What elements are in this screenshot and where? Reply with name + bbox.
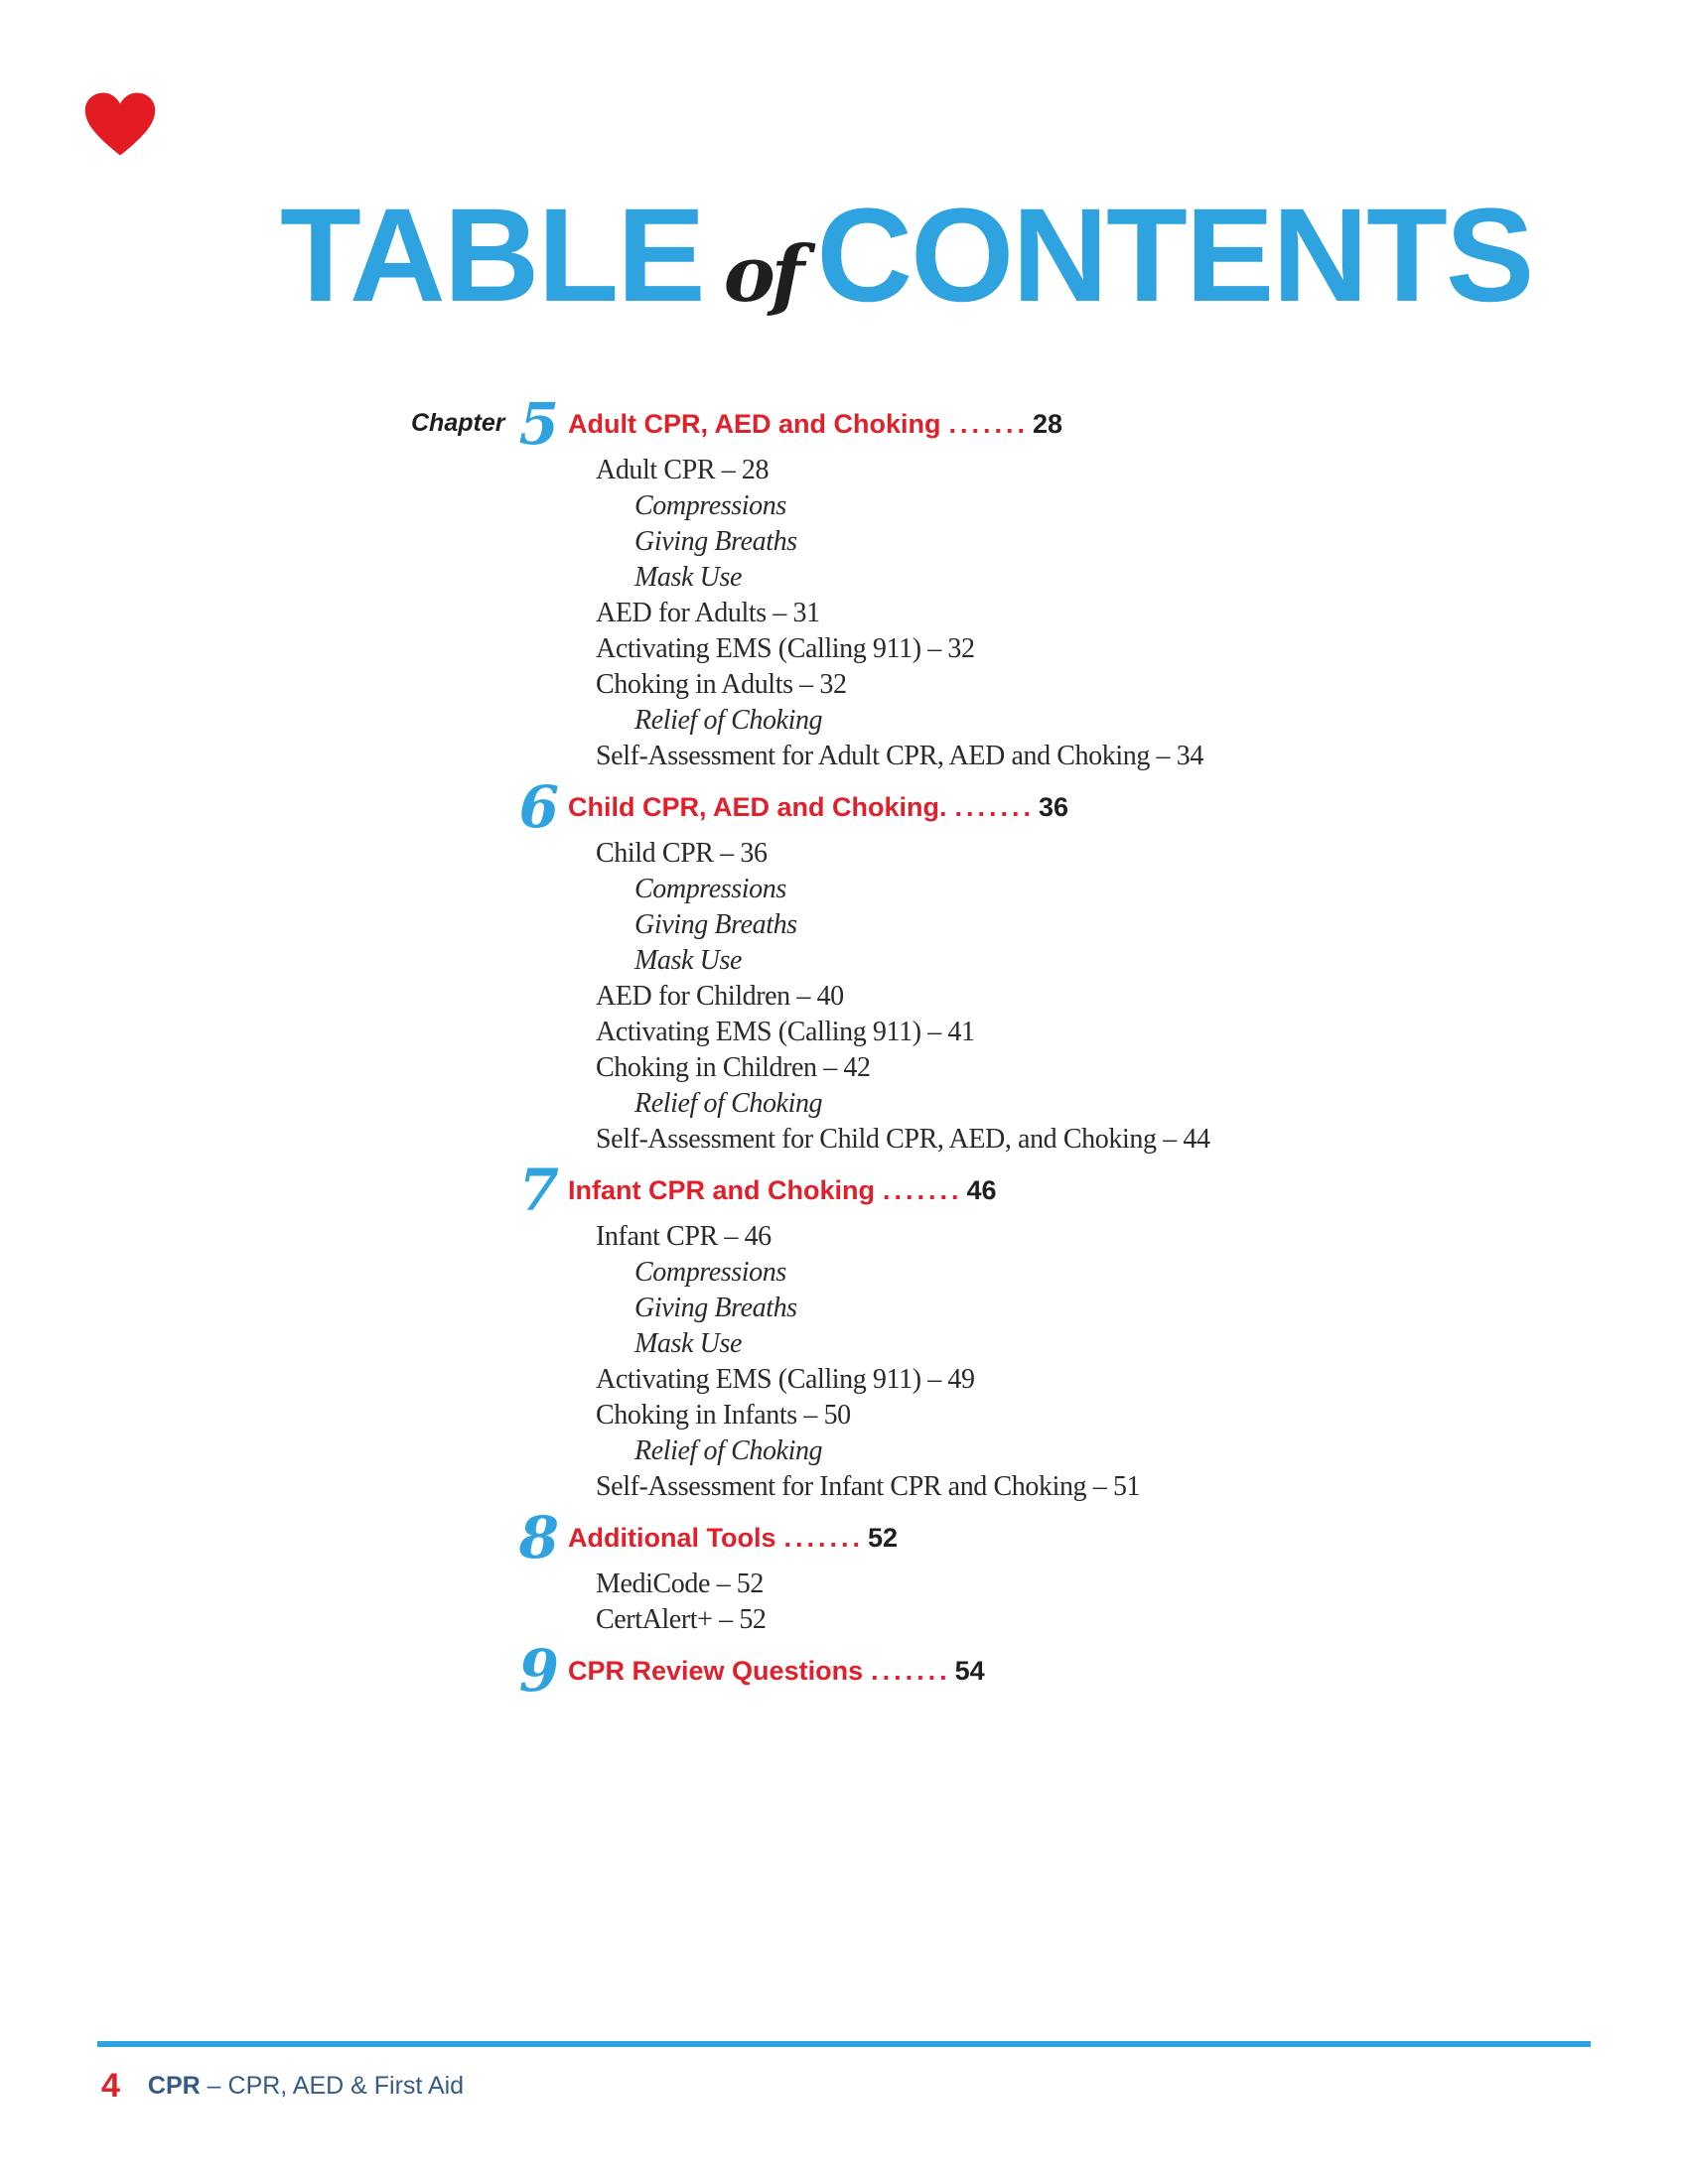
page-title	[280, 177, 1532, 354]
title-word-table: TABLE	[280, 182, 704, 330]
table-of-contents	[397, 390, 1390, 1705]
toc-subsection-item[interactable]: Relief of Choking	[634, 705, 823, 736]
footer-divider	[97, 2041, 1591, 2047]
chapter-heading-link[interactable]	[568, 1509, 1390, 1567]
chapter-section-list	[568, 836, 1390, 1158]
toc-section-item[interactable]: Activating EMS (Calling 911) – 41	[596, 1017, 975, 1047]
toc-chapter-9	[397, 1637, 1390, 1705]
toc-subsection-item[interactable]: Mask Use	[634, 945, 742, 976]
toc-section-item[interactable]: Adult CPR – 28	[596, 455, 770, 485]
toc-subsection-item[interactable]: Mask Use	[634, 562, 742, 593]
chapter-page-number: 46	[966, 1175, 997, 1205]
footer-subtitle: – CPR, AED & First Aid	[200, 2072, 465, 2100]
dot-leader: .......	[948, 409, 1029, 439]
chapter-page-number: 28	[1033, 409, 1063, 439]
toc-subsection-item[interactable]: Mask Use	[634, 1328, 742, 1359]
toc-subsection-item[interactable]: Giving Breaths	[634, 1293, 797, 1323]
toc-subsection-item[interactable]: Relief of Choking	[634, 1088, 823, 1119]
toc-section-item[interactable]: AED for Adults – 31	[596, 598, 820, 628]
toc-subsection-item[interactable]: Compressions	[634, 490, 786, 521]
dot-leader: .......	[954, 792, 1036, 822]
chapter-section-list	[568, 1219, 1390, 1505]
footer-brand: CPR	[147, 2072, 201, 2100]
chapter-number: 7	[518, 1157, 559, 1224]
toc-section-item[interactable]: CertAlert+ – 52	[596, 1604, 767, 1635]
toc-chapter-6	[397, 773, 1390, 1158]
toc-section-item[interactable]: AED for Children – 40	[596, 981, 844, 1012]
chapter-section-list	[568, 1567, 1390, 1638]
chapter-title: Additional Tools	[568, 1523, 776, 1553]
toc-chapter-8	[397, 1504, 1390, 1638]
toc-section-item[interactable]: MediCode – 52	[596, 1569, 765, 1599]
dot-leader: .......	[882, 1175, 963, 1205]
toc-section-item[interactable]: Self-Assessment for Infant CPR and Choking – 51	[596, 1471, 1141, 1502]
page-footer	[101, 2067, 464, 2106]
heart-icon	[83, 91, 157, 157]
chapter-heading-link[interactable]	[568, 778, 1390, 836]
toc-section-item[interactable]: Activating EMS (Calling 911) – 32	[596, 633, 975, 664]
toc-section-item[interactable]: Child CPR – 36	[596, 838, 768, 869]
toc-section-item[interactable]: Self-Assessment for Child CPR, AED, and Choking – 44	[596, 1124, 1210, 1155]
dot-leader: .......	[871, 1656, 951, 1686]
toc-subsection-item[interactable]: Compressions	[634, 1257, 786, 1288]
chapter-title: Child CPR, AED and Choking.	[568, 792, 947, 822]
toc-chapter-5	[397, 390, 1390, 774]
dot-leader: .......	[783, 1523, 864, 1553]
chapter-label: Chapter	[411, 409, 505, 437]
chapter-number: 8	[518, 1504, 559, 1571]
toc-section-item[interactable]: Choking in Infants – 50	[596, 1400, 851, 1431]
toc-subsection-item[interactable]: Relief of Choking	[634, 1435, 823, 1466]
toc-section-item[interactable]: Self-Assessment for Adult CPR, AED and Choking – 34	[596, 741, 1203, 771]
title-word-contents: CONTENTS	[816, 182, 1533, 330]
chapter-number: 9	[518, 1637, 559, 1705]
chapter-page-number: 36	[1039, 792, 1069, 822]
chapter-number: 6	[518, 773, 559, 841]
toc-chapter-7	[397, 1157, 1390, 1505]
chapter-section-list	[568, 453, 1390, 774]
toc-section-item[interactable]: Choking in Children – 42	[596, 1052, 871, 1083]
chapter-heading-link[interactable]	[568, 1161, 1390, 1219]
toc-section-item[interactable]: Activating EMS (Calling 911) – 49	[596, 1364, 975, 1395]
footer-page-number: 4	[101, 2067, 120, 2105]
chapter-heading-link[interactable]	[568, 1642, 1390, 1700]
toc-subsection-item[interactable]: Giving Breaths	[634, 909, 797, 940]
chapter-page-number: 54	[954, 1656, 985, 1686]
toc-section-item[interactable]: Choking in Adults – 32	[596, 669, 847, 700]
toc-subsection-item[interactable]: Compressions	[634, 874, 786, 904]
chapter-title: CPR Review Questions	[568, 1656, 864, 1686]
chapter-title: Infant CPR and Choking	[568, 1175, 875, 1205]
title-word-of: of	[723, 229, 801, 320]
chapter-title: Adult CPR, AED and Choking	[568, 409, 941, 439]
toc-subsection-item[interactable]: Giving Breaths	[634, 526, 797, 557]
chapter-page-number: 52	[868, 1523, 899, 1553]
chapter-heading-link[interactable]	[568, 395, 1390, 453]
toc-section-item[interactable]: Infant CPR – 46	[596, 1221, 772, 1252]
chapter-number: 5	[518, 390, 559, 458]
